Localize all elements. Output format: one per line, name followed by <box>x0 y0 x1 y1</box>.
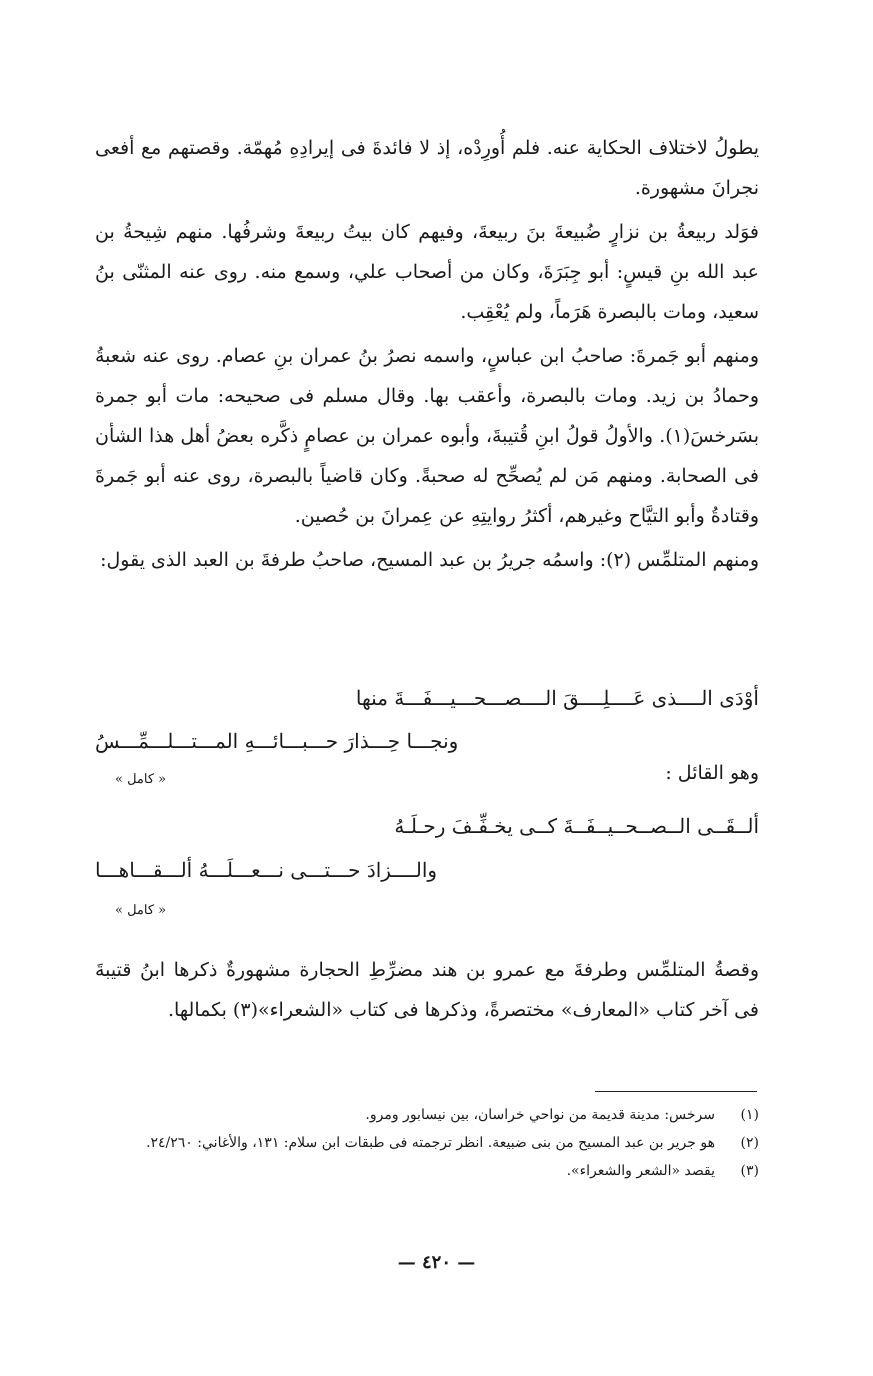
poem-2-meter: « كامل » <box>115 903 167 918</box>
poem-1-meter: « كامل » <box>115 772 167 787</box>
footnotes <box>95 1101 759 1185</box>
main-text <box>95 128 759 584</box>
poem-2-hemistich-2: والــــزادَ حـــتـــى نـــعـــلَـــهُ ألـــقـــاهـــا <box>95 858 438 882</box>
footnote-number: (١) <box>740 1107 759 1123</box>
page-number: — ٤٢٠ — <box>397 1252 476 1273</box>
footnote-3 <box>95 1157 759 1185</box>
closing-paragraph: وقصةُ المتلمِّس وطرفةَ مع عمرو بن هند مضرِّطِ الحجارة مشهورةٌ ذكرها ابنُ قتيبةَ فى آخر كتاب «المعارف» مختصرةً، وذكرها فى كتاب «الشعراء»(٣) بكمالها. <box>95 959 759 1021</box>
footnote-text: يقصد «الشعر والشعراء». <box>566 1163 715 1179</box>
poem-1-hemistich-1: أوْدَى الــــذى عَــــلِــــقَ الــــصـــحـــيـــفَـــةَ منها <box>355 686 759 710</box>
footnote-2 <box>95 1129 759 1157</box>
closing-text <box>95 950 759 1034</box>
footnote-text: هو جرير بن عبد المسيح من بنى ضبيعة. انظر ترجمته فى طبقات ابن سلام: ١٣١، والأغاني: ٢٤/٢٦٠. <box>146 1135 715 1151</box>
poem-1-hemistich-2: ونجـــا حِـــذارَ حـــبـــائـــهِ المـــتـــلـــمِّـــسُ <box>95 729 459 753</box>
footnote-divider <box>595 1091 757 1092</box>
footnote-text: سرخس: مدينة قديمة من نواحي خراسان، بين نيسابور ومرو. <box>365 1107 715 1123</box>
paragraph-3: ومنهم أبو جَمرةَ: صاحبُ ابن عباسٍ، واسمه نصرُ بنُ عمران بنِ عصام. روى عنه شعبةُ وحمادُ بن زيد. ومات بالبصرة، وأعقب بها. وقال مسلم فى صحيحه: مات أبو جمرة بسَرخسَ(١). والأولُ قولُ ابنِ قُتيبةَ، وأبوه عمران بن عصامٍ ذكَّره بعضُ أهل هذا الشأن فى الصحابة. ومنهم مَن لم يُصحِّح له صحبةً. وكان قاضياً بالبصرة، روى عنه أبو جَمرةَ وقتادةُ وأبو التيَّاح وغيرهم، أكثرُ روايتِهِ عن عِمرانَ بن حُصين. <box>95 345 759 527</box>
poem-2-intro: وهو القائل : <box>665 762 759 784</box>
footnote-number: (٢) <box>740 1135 759 1151</box>
paragraph-2: فوَلد ربيعةُ بن نزارٍ ضُبيعةَ بنَ ربيعةَ، وفيهم كان بيتُ ربيعةَ وشرفُها. منهم شِيحةُ بن عبد الله بنِ قيسٍ: أبو جِبَرَةَ، وكان من أصحاب علي، وسمع منه. روى عنه المثنّى بنُ سعيد، ومات بالبصرة هَرَماً، ولم يُعْقِب. <box>95 221 759 323</box>
footnote-1 <box>95 1101 759 1129</box>
footnote-number: (٣) <box>740 1163 759 1179</box>
poem-2-hemistich-1: ألــقَــى الــصــحــيــفَــةَ كــى يخـفِّـفَ رحـلَـهُ <box>394 814 759 838</box>
paragraph-1: يطولُ لاختلاف الحكاية عنه. فلم أُورِدْه، إذ لا فائدةَ فى إيرادِهِ مُهمّة. وقصتهم مع أفعى نجرانَ مشهورة. <box>95 137 759 199</box>
paragraph-4: ومنهم المتلمِّس (٢): واسمُه جريرُ بن عبد المسيح، صاحبُ طرفةَ بن العبد الذى يقول: <box>100 549 759 571</box>
